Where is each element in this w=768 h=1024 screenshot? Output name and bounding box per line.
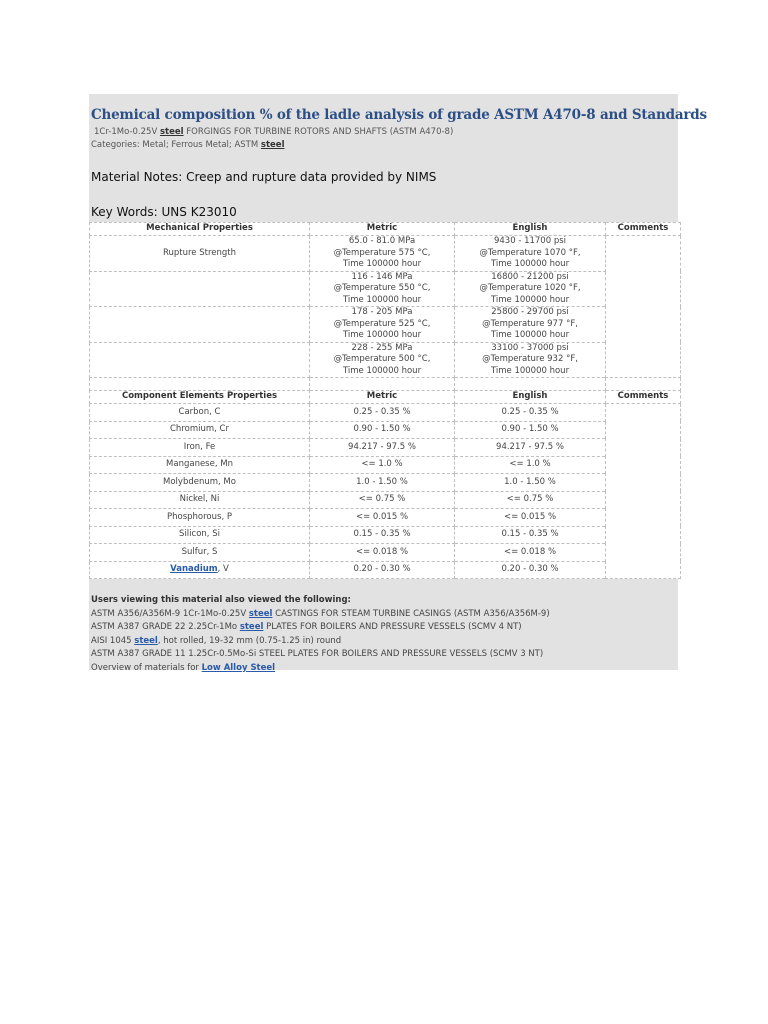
- element-name: [90, 561, 310, 579]
- mechanical-header-comments: Comments: [606, 223, 681, 236]
- comments-cell: [606, 404, 681, 579]
- english-line: 9430 - 11700 psi: [493, 236, 567, 246]
- item-text: CASTINGS FOR STEAM TURBINE CASINGS (ASTM A356/A356M-9): [272, 608, 550, 619]
- english-value: 94.217 - 97.5 %: [455, 439, 606, 457]
- components-header-row: [90, 391, 681, 404]
- also-viewed-heading: Users viewing this material also viewed the following:: [91, 595, 351, 605]
- mechanical-header-property: Mechanical Properties: [90, 223, 310, 236]
- element-name: Sulfur, S: [90, 544, 310, 562]
- table-row: [90, 404, 681, 422]
- overview-prefix: Overview of materials for: [91, 662, 202, 673]
- english-value: 0.25 - 0.35 %: [455, 404, 606, 422]
- metric-line: Time 100000 hour: [342, 365, 422, 376]
- english-line: Time 100000 hour: [490, 259, 570, 269]
- table-row: [90, 271, 681, 307]
- table-row: [90, 236, 681, 272]
- english-line: 25800 - 29700 psi: [491, 307, 569, 317]
- table-row: [90, 439, 681, 457]
- also-viewed-item[interactable]: ASTM A387 GRADE 11 1.25Cr-0.5Mo-Si STEEL PLATES FOR BOILERS AND PRESSURE VESSELS (SCMV 3 NT): [91, 649, 544, 659]
- component-elements-table: [89, 390, 681, 579]
- metric-line: Time 100000 hour: [342, 330, 422, 340]
- english-value: <= 0.75 %: [455, 491, 606, 509]
- metric-line: @Temperature 550 °C,: [333, 283, 431, 293]
- table-row: [90, 526, 681, 544]
- subtitle-prefix: 1Cr-1Mo-0.25V: [94, 127, 160, 137]
- english-value: 0.20 - 0.30 %: [455, 561, 606, 579]
- table-row: [90, 544, 681, 562]
- metric-line: 178 - 205 MPa: [351, 307, 413, 317]
- english-value: [455, 342, 606, 378]
- metric-value: 0.15 - 0.35 %: [310, 526, 455, 544]
- spacer-cell: [90, 378, 310, 391]
- item-text: ASTM A356/A356M-9 1Cr-1Mo-0.25V: [91, 608, 249, 619]
- table-row: [90, 491, 681, 509]
- english-line: @Temperature 1020 °F,: [479, 283, 581, 293]
- property-name: [90, 271, 310, 307]
- metric-value: [310, 236, 455, 272]
- english-line: Time 100000 hour: [490, 294, 570, 305]
- categories-line: [91, 140, 285, 150]
- table-row: [90, 421, 681, 439]
- subtitle-suffix: FORGINGS FOR TURBINE ROTORS AND SHAFTS (ASTM A470-8): [183, 127, 454, 137]
- mechanical-header-row: [90, 223, 681, 236]
- table-row: [90, 561, 681, 579]
- table-row: [90, 509, 681, 527]
- also-viewed-item[interactable]: [91, 635, 550, 649]
- english-line: @Temperature 1070 °F,: [479, 247, 581, 258]
- metric-line: @Temperature 525 °C,: [333, 318, 431, 329]
- metric-value: [310, 342, 455, 378]
- spacer-cell: [455, 378, 606, 391]
- english-line: @Temperature 932 °F,: [482, 354, 578, 364]
- metric-line: 116 - 146 MPa: [351, 271, 413, 282]
- element-name: Iron, Fe: [90, 439, 310, 457]
- metric-value: <= 0.75 %: [310, 491, 455, 509]
- english-line: @Temperature 977 °F,: [482, 318, 578, 329]
- components-header-property: Component Elements Properties: [90, 391, 310, 404]
- vanadium-symbol: , V: [217, 564, 229, 574]
- table-row: [90, 342, 681, 378]
- item-text: AISI 1045: [91, 635, 135, 646]
- spacer-cell: [310, 378, 455, 391]
- metric-line: 65.0 - 81.0 MPa: [348, 236, 416, 246]
- element-name: Chromium, Cr: [90, 421, 310, 439]
- element-name: Phosphorous, P: [90, 509, 310, 527]
- property-name: [90, 342, 310, 378]
- element-name: Nickel, Ni: [90, 491, 310, 509]
- categories-prefix: Categories: Metal; Ferrous Metal; ASTM: [91, 140, 261, 150]
- metric-value: 0.25 - 0.35 %: [310, 404, 455, 422]
- components-header-english: English: [455, 391, 606, 404]
- english-value: 0.90 - 1.50 %: [455, 421, 606, 439]
- metric-value: [310, 271, 455, 307]
- mechanical-header-metric: Metric: [310, 223, 455, 236]
- metric-value: <= 1.0 %: [310, 456, 455, 474]
- element-name: Molybdenum, Mo: [90, 474, 310, 492]
- material-subtitle: [94, 127, 453, 137]
- key-words: Key Words: UNS K23010: [91, 205, 237, 219]
- subtitle-steel-keyword[interactable]: steel: [159, 127, 184, 137]
- steel-keyword-link[interactable]: steel: [134, 635, 158, 646]
- english-value: <= 1.0 %: [455, 456, 606, 474]
- metric-line: Time 100000 hour: [342, 294, 422, 305]
- metric-value: [310, 307, 455, 343]
- table-row: [90, 456, 681, 474]
- element-name: Carbon, C: [90, 404, 310, 422]
- steel-keyword-link[interactable]: steel: [248, 608, 273, 619]
- english-value: <= 0.018 %: [455, 544, 606, 562]
- metric-value: <= 0.018 %: [310, 544, 455, 562]
- english-value: [455, 271, 606, 307]
- property-name: Rupture Strength: [90, 236, 310, 272]
- components-header-comments: Comments: [606, 391, 681, 404]
- metric-value: 1.0 - 1.50 %: [310, 474, 455, 492]
- categories-steel-keyword[interactable]: steel: [260, 140, 285, 150]
- english-line: Time 100000 hour: [490, 365, 570, 376]
- table-row: [90, 307, 681, 343]
- property-name: [90, 307, 310, 343]
- element-name: Silicon, Si: [90, 526, 310, 544]
- item-text: , hot rolled, 19-32 mm (0.75-1.25 in) round: [157, 635, 342, 646]
- low-alloy-steel-link[interactable]: Low Alloy Steel: [201, 662, 276, 673]
- metric-value: 94.217 - 97.5 %: [310, 439, 455, 457]
- english-value: <= 0.015 %: [455, 509, 606, 527]
- also-viewed-section: [91, 594, 550, 675]
- components-header-metric: Metric: [310, 391, 455, 404]
- english-value: [455, 236, 606, 272]
- metric-line: @Temperature 500 °C,: [333, 354, 431, 364]
- metric-line: @Temperature 575 °C,: [333, 247, 431, 258]
- vanadium-link[interactable]: Vanadium: [170, 564, 218, 574]
- metric-value: 0.20 - 0.30 %: [310, 561, 455, 579]
- metric-value: <= 0.015 %: [310, 509, 455, 527]
- english-value: 0.15 - 0.35 %: [455, 526, 606, 544]
- item-text: PLATES FOR BOILERS AND PRESSURE VESSELS (SCMV 4 NT): [263, 622, 522, 632]
- steel-keyword-link[interactable]: steel: [239, 622, 264, 632]
- table-row: [90, 474, 681, 492]
- spacer-row: [90, 378, 681, 391]
- spacer-cell: [606, 378, 681, 391]
- mechanical-header-english: English: [455, 223, 606, 236]
- comments-cell: [606, 236, 681, 378]
- item-text: ASTM A387 GRADE 22 2.25Cr-1Mo: [91, 622, 240, 632]
- english-line: Time 100000 hour: [490, 330, 570, 340]
- metric-line: Time 100000 hour: [342, 259, 422, 269]
- english-line: 16800 - 21200 psi: [491, 271, 569, 282]
- english-value: [455, 307, 606, 343]
- english-value: 1.0 - 1.50 %: [455, 474, 606, 492]
- also-viewed-item[interactable]: [91, 621, 550, 635]
- element-name: Manganese, Mn: [90, 456, 310, 474]
- english-line: 33100 - 37000 psi: [491, 342, 569, 353]
- overview-line: [91, 662, 550, 676]
- metric-line: 228 - 255 MPa: [351, 342, 413, 353]
- mechanical-properties-table: [89, 222, 681, 391]
- metric-value: 0.90 - 1.50 %: [310, 421, 455, 439]
- page-title: Chemical composition % of the ladle analysis of grade ASTM A470-8 and Standards: [91, 107, 707, 123]
- material-notes: Material Notes: Creep and rupture data provided by NIMS: [91, 170, 437, 184]
- also-viewed-item[interactable]: [91, 608, 550, 622]
